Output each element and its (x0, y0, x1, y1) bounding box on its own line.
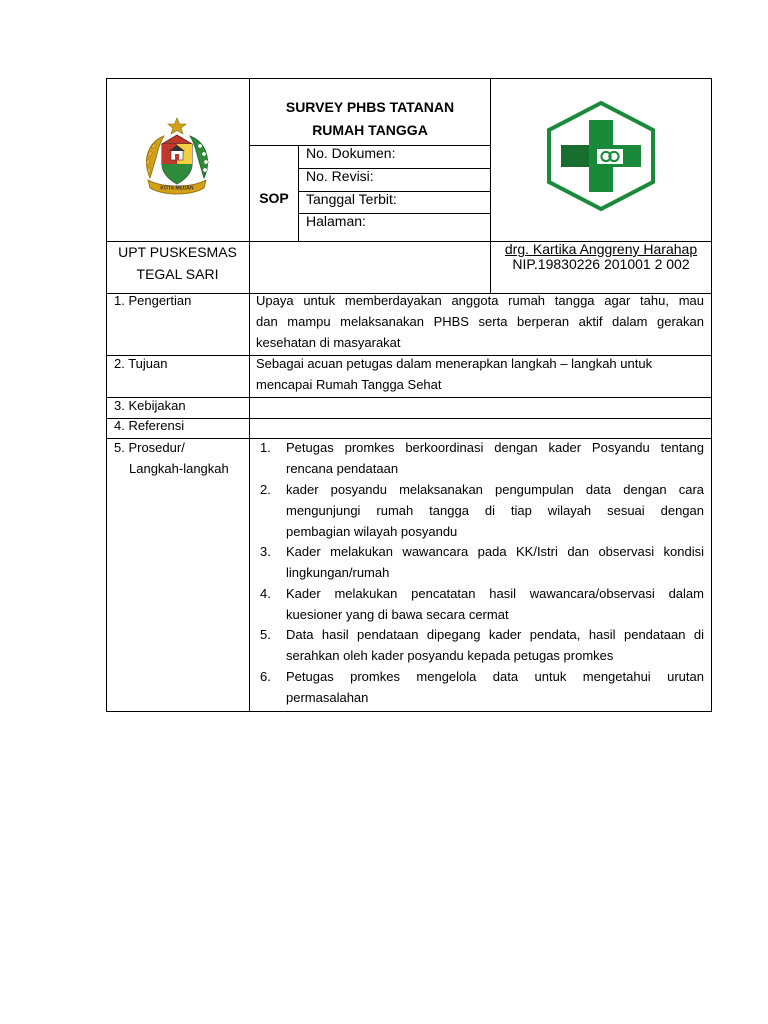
puskesmas-logo-icon (545, 100, 657, 212)
column-divider-label (249, 78, 250, 712)
tujuan-line-1: Sebagai acuan petugas dalam menerapkan langkah – langkah untuk (256, 356, 653, 371)
sop-label: SOP (259, 190, 289, 206)
field-no-revisi: No. Revisi: (306, 168, 374, 184)
org-name-line-1: UPT PUSKESMAS (118, 244, 237, 260)
signer-name: drg. Kartika Anggreny Harahap (504, 241, 698, 257)
step-2-number: 2. (260, 482, 271, 497)
pengertian-line-3: kesehatan di masyarakat (256, 335, 401, 350)
step-5-number: 5. (260, 627, 271, 642)
label-prosedur-line-1: 5. Prosedur/ (114, 440, 185, 455)
step-5-line-2: serahkan oleh kader posyandu kepada petugas promkes (286, 648, 614, 663)
label-pengertian: 1. Pengertian (114, 293, 192, 308)
step-3-line-1: Kader melakukan wawancara pada KK/Istri dan observasi kondisi (286, 544, 704, 559)
kota-medan-emblem-icon (134, 114, 220, 200)
field-tanggal-terbit: Tanggal Terbit: (306, 191, 397, 207)
label-referensi: 4. Referensi (114, 418, 185, 433)
step-5-line-1: Data hasil pendataan dipegang kader pendata, hasil pendataan di (286, 627, 704, 642)
step-1-line-2: rencana pendataan (286, 461, 399, 476)
step-6-line-1: Petugas promkes mengelola data untuk mengetahui urutan (286, 669, 704, 684)
emblem-banner-text: KOTA MEDAN (160, 185, 194, 192)
border-top (106, 78, 712, 79)
row-divider-4 (106, 418, 712, 419)
field-halaman: Halaman: (306, 213, 366, 229)
step-4-line-2: kuesioner yang di bawa secara cermat (286, 607, 509, 622)
step-3-line-2: lingkungan/rumah (286, 565, 390, 580)
border-bottom (106, 711, 712, 712)
border-right (711, 78, 712, 712)
title-line-2: RUMAH TANGGA (312, 122, 428, 138)
step-3-number: 3. (260, 544, 271, 559)
pengertian-line-1: Upaya untuk memberdayakan anggota rumah tangga agar tahu, mau (256, 293, 704, 308)
step-2-line-2: mengunjungi rumah tangga di tiap wilayah sesuai dengan (286, 503, 704, 518)
step-6-line-2: permasalahan (286, 690, 369, 705)
step-2-line-1: kader posyandu melaksanakan pengumpulan data dengan cara (286, 482, 704, 497)
step-6-number: 6. (260, 669, 271, 684)
column-divider-sop (298, 145, 299, 241)
step-4-number: 4. (260, 586, 271, 601)
pengertian-line-2: dan mampu melaksanakan PHBS serta berperan aktif dalam gerakan (256, 314, 704, 329)
field-no-dokumen: No. Dokumen: (306, 145, 396, 161)
label-prosedur-line-2: Langkah-langkah (129, 461, 229, 476)
signer-nip: NIP.19830226 201001 2 002 (512, 256, 690, 272)
label-tujuan: 2. Tujuan (114, 356, 168, 371)
step-1-line-1: Petugas promkes berkoordinasi dengan kader Posyandu tentang (286, 440, 704, 455)
row-divider-3 (106, 397, 712, 398)
step-4-line-1: Kader melakukan pencatatan hasil wawancara/observasi dalam (286, 586, 704, 601)
row-divider-5 (106, 438, 712, 439)
tujuan-line-2: mencapai Rumah Tangga Sehat (256, 377, 442, 392)
step-1-number: 1. (260, 440, 271, 455)
step-2-line-3: pembagian wilayah posyandu (286, 524, 458, 539)
label-kebijakan: 3. Kebijakan (114, 398, 186, 413)
org-name-line-2: TEGAL SARI (136, 266, 219, 282)
border-left (106, 78, 107, 712)
title-line-1: SURVEY PHBS TATANAN (285, 99, 455, 115)
